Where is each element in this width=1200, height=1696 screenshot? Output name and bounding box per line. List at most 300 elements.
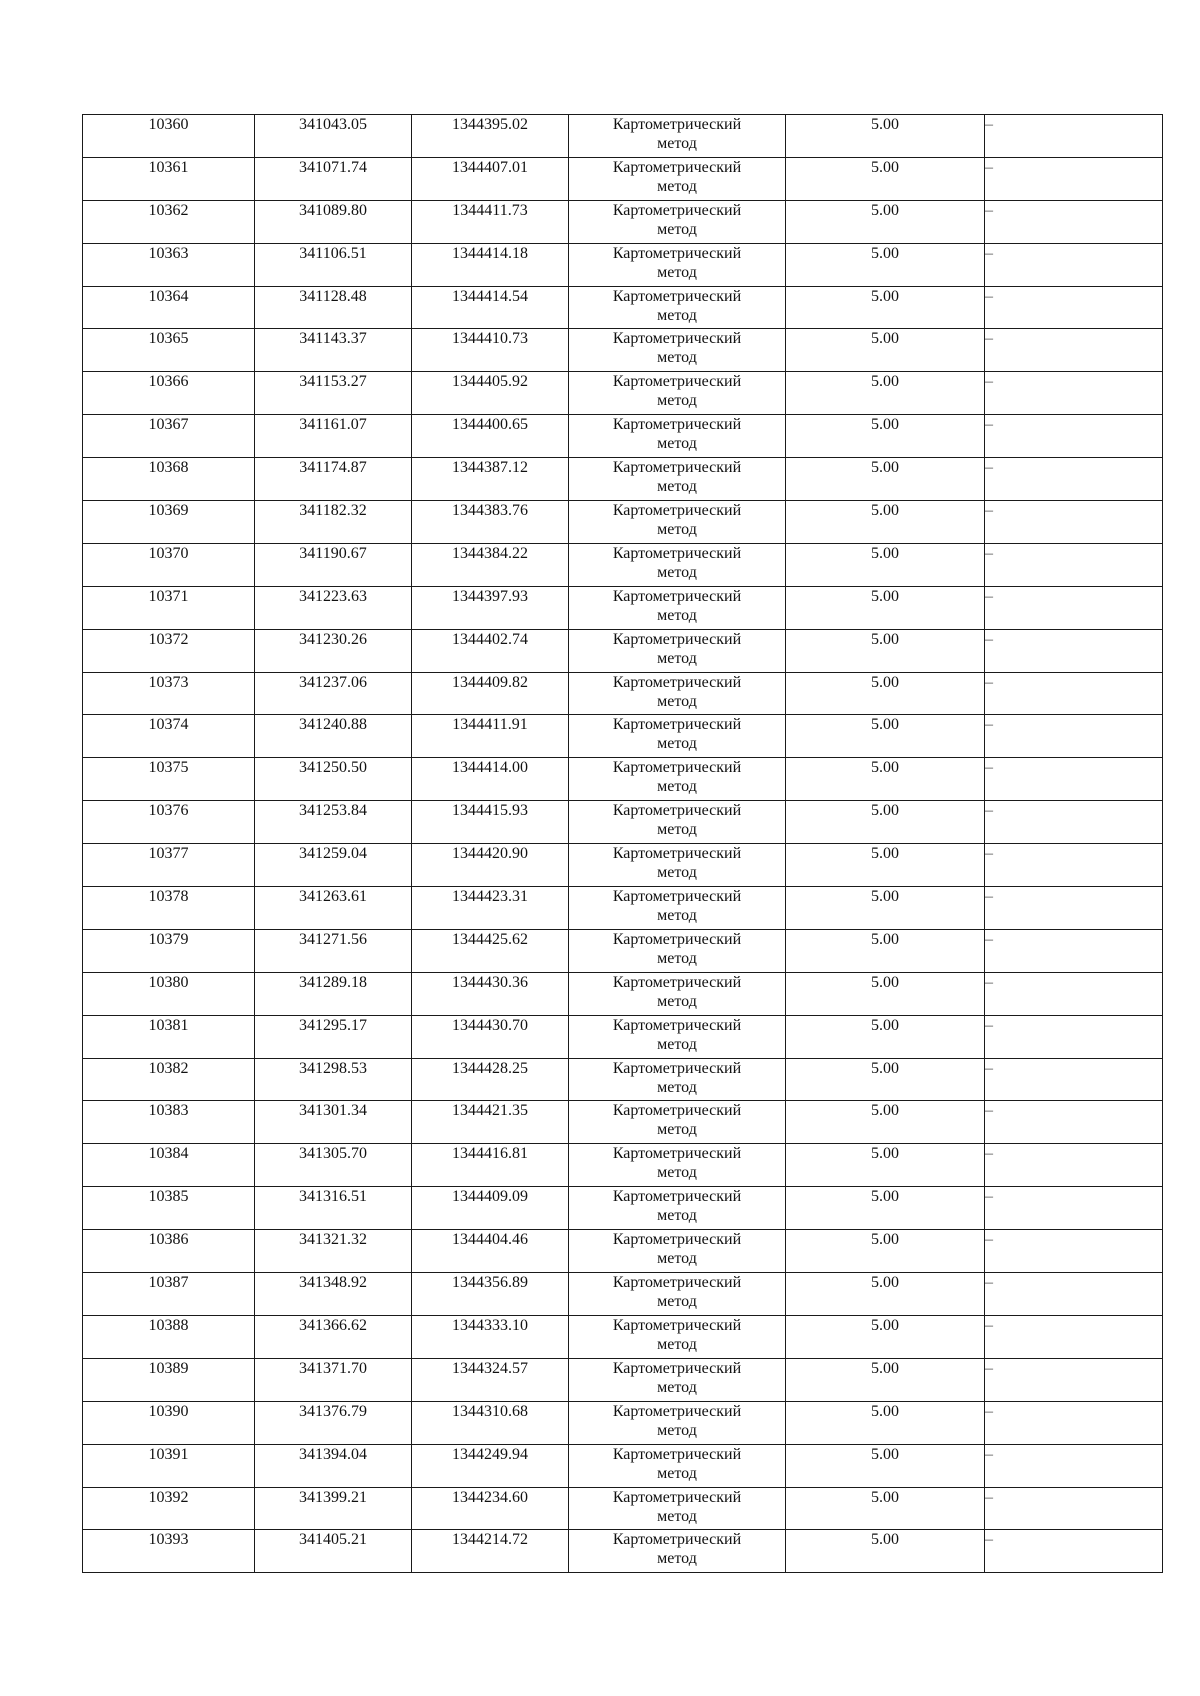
coordinate-y: 1344414.00 <box>412 758 569 801</box>
method-label-line2: метод <box>657 306 697 324</box>
method-label-line1: Картометрический <box>612 201 742 219</box>
method-cell <box>569 1273 786 1316</box>
method-label-line2: метод <box>657 521 697 539</box>
coordinate-y: 1344310.68 <box>412 1401 569 1444</box>
empty-value-dash: – <box>985 672 1163 715</box>
empty-value-dash: – <box>985 200 1163 243</box>
method-label-line2: метод <box>657 692 697 710</box>
accuracy-value: 5.00 <box>786 929 985 972</box>
method-cell <box>569 415 786 458</box>
accuracy-value: 5.00 <box>786 1187 985 1230</box>
method-label-line2: метод <box>657 1378 697 1396</box>
table-row <box>83 758 1163 801</box>
method-label-line1: Картометрический <box>612 416 742 434</box>
point-number: 10386 <box>83 1230 255 1273</box>
method-label-line1: Картометрический <box>612 1231 742 1249</box>
coordinate-y: 1344411.91 <box>412 715 569 758</box>
empty-value-dash: – <box>985 1101 1163 1144</box>
method-label-line1: Картометрический <box>612 158 742 176</box>
point-number: 10380 <box>83 972 255 1015</box>
coordinate-x: 341371.70 <box>255 1358 412 1401</box>
method-cell <box>569 801 786 844</box>
method-label-line1: Картометрический <box>612 1145 742 1163</box>
coordinate-x: 341240.88 <box>255 715 412 758</box>
empty-value-dash: – <box>985 1401 1163 1444</box>
method-label-line1: Картометрический <box>612 845 742 863</box>
table-row <box>83 157 1163 200</box>
method-cell <box>569 758 786 801</box>
point-number: 10363 <box>83 243 255 286</box>
accuracy-value: 5.00 <box>786 672 985 715</box>
method-label-line2: метод <box>657 1164 697 1182</box>
method-label-line2: метод <box>657 1550 697 1568</box>
point-number: 10364 <box>83 286 255 329</box>
method-label-line2: метод <box>657 606 697 624</box>
coordinate-x: 341405.21 <box>255 1530 412 1573</box>
method-label-line2: метод <box>657 735 697 753</box>
coordinate-x: 341089.80 <box>255 200 412 243</box>
accuracy-value: 5.00 <box>786 157 985 200</box>
method-cell <box>569 1487 786 1530</box>
accuracy-value: 5.00 <box>786 458 985 501</box>
empty-value-dash: – <box>985 458 1163 501</box>
table-row <box>83 1101 1163 1144</box>
coordinate-x: 341259.04 <box>255 844 412 887</box>
table-row <box>83 329 1163 372</box>
point-number: 10361 <box>83 157 255 200</box>
point-number: 10384 <box>83 1144 255 1187</box>
accuracy-value: 5.00 <box>786 1015 985 1058</box>
method-cell <box>569 1530 786 1573</box>
accuracy-value: 5.00 <box>786 801 985 844</box>
method-label-line2: метод <box>657 392 697 410</box>
point-number: 10379 <box>83 929 255 972</box>
accuracy-value: 5.00 <box>786 243 985 286</box>
coordinate-y: 1344430.36 <box>412 972 569 1015</box>
method-label-line1: Картометрический <box>612 1488 742 1506</box>
method-label-line2: метод <box>657 263 697 281</box>
method-cell <box>569 715 786 758</box>
method-label-line1: Картометрический <box>612 459 742 477</box>
table-row <box>83 200 1163 243</box>
table-row <box>83 1358 1163 1401</box>
method-cell <box>569 200 786 243</box>
coordinate-x: 341237.06 <box>255 672 412 715</box>
table-row <box>83 1401 1163 1444</box>
method-label-line1: Картометрический <box>612 759 742 777</box>
point-number: 10373 <box>83 672 255 715</box>
coordinate-x: 341043.05 <box>255 115 412 158</box>
coordinate-x: 341143.37 <box>255 329 412 372</box>
point-number: 10369 <box>83 501 255 544</box>
table-row <box>83 1315 1163 1358</box>
method-cell <box>569 1144 786 1187</box>
point-number: 10367 <box>83 415 255 458</box>
point-number: 10365 <box>83 329 255 372</box>
method-label-line1: Картометрический <box>612 373 742 391</box>
table-row <box>83 501 1163 544</box>
coordinate-y: 1344407.01 <box>412 157 569 200</box>
method-cell <box>569 1401 786 1444</box>
method-label-line2: метод <box>657 1035 697 1053</box>
coordinate-x: 341298.53 <box>255 1058 412 1101</box>
method-label-line2: метод <box>657 1207 697 1225</box>
empty-value-dash: – <box>985 415 1163 458</box>
accuracy-value: 5.00 <box>786 329 985 372</box>
method-label-line2: метод <box>657 135 697 152</box>
accuracy-value: 5.00 <box>786 1530 985 1573</box>
point-number: 10385 <box>83 1187 255 1230</box>
method-label-line1: Картометрический <box>612 1316 742 1334</box>
coordinate-y: 1344395.02 <box>412 115 569 158</box>
method-label-line1: Картометрический <box>612 673 742 691</box>
accuracy-value: 5.00 <box>786 1144 985 1187</box>
coordinate-y: 1344425.62 <box>412 929 569 972</box>
empty-value-dash: – <box>985 1487 1163 1530</box>
table-row <box>83 458 1163 501</box>
accuracy-value: 5.00 <box>786 758 985 801</box>
table-row <box>83 629 1163 672</box>
coordinate-x: 341366.62 <box>255 1315 412 1358</box>
table-row <box>83 586 1163 629</box>
coordinate-y: 1344214.72 <box>412 1530 569 1573</box>
coordinates-table-body <box>83 115 1163 1573</box>
point-number: 10389 <box>83 1358 255 1401</box>
point-number: 10368 <box>83 458 255 501</box>
point-number: 10391 <box>83 1444 255 1487</box>
method-cell <box>569 844 786 887</box>
coordinate-y: 1344414.18 <box>412 243 569 286</box>
method-cell <box>569 157 786 200</box>
accuracy-value: 5.00 <box>786 1358 985 1401</box>
method-label-line2: метод <box>657 1250 697 1268</box>
method-label-line2: метод <box>657 1121 697 1139</box>
coordinate-y: 1344324.57 <box>412 1358 569 1401</box>
method-cell <box>569 586 786 629</box>
empty-value-dash: – <box>985 1273 1163 1316</box>
method-cell <box>569 1444 786 1487</box>
method-label-line1: Картометрический <box>612 930 742 948</box>
table-row <box>83 372 1163 415</box>
coordinate-x: 341230.26 <box>255 629 412 672</box>
accuracy-value: 5.00 <box>786 1058 985 1101</box>
empty-value-dash: – <box>985 715 1163 758</box>
method-label-line2: метод <box>657 1078 697 1096</box>
method-label-line2: метод <box>657 349 697 367</box>
coordinate-y: 1344421.35 <box>412 1101 569 1144</box>
coordinate-x: 341263.61 <box>255 887 412 930</box>
method-label-line1: Картометрический <box>612 330 742 348</box>
coordinate-x: 341305.70 <box>255 1144 412 1187</box>
method-cell <box>569 1187 786 1230</box>
coordinates-table <box>82 114 1163 1573</box>
method-cell <box>569 629 786 672</box>
point-number: 10372 <box>83 629 255 672</box>
accuracy-value: 5.00 <box>786 586 985 629</box>
accuracy-value: 5.00 <box>786 1273 985 1316</box>
table-row <box>83 1015 1163 1058</box>
coordinate-y: 1344356.89 <box>412 1273 569 1316</box>
point-number: 10370 <box>83 543 255 586</box>
empty-value-dash: – <box>985 501 1163 544</box>
coordinate-x: 341128.48 <box>255 286 412 329</box>
point-number: 10362 <box>83 200 255 243</box>
coordinate-y: 1344410.73 <box>412 329 569 372</box>
coordinate-x: 341190.67 <box>255 543 412 586</box>
accuracy-value: 5.00 <box>786 887 985 930</box>
table-row <box>83 715 1163 758</box>
empty-value-dash: – <box>985 758 1163 801</box>
method-cell <box>569 286 786 329</box>
empty-value-dash: – <box>985 844 1163 887</box>
table-row <box>83 543 1163 586</box>
method-label-line2: метод <box>657 478 697 496</box>
method-label-line2: метод <box>657 177 697 195</box>
coordinate-y: 1344411.73 <box>412 200 569 243</box>
coordinate-y: 1344409.09 <box>412 1187 569 1230</box>
method-label-line2: метод <box>657 220 697 238</box>
method-cell <box>569 1315 786 1358</box>
empty-value-dash: – <box>985 243 1163 286</box>
method-label-line1: Картометрический <box>612 1059 742 1077</box>
accuracy-value: 5.00 <box>786 1315 985 1358</box>
accuracy-value: 5.00 <box>786 844 985 887</box>
method-cell <box>569 115 786 158</box>
coordinate-y: 1344415.93 <box>412 801 569 844</box>
empty-value-dash: – <box>985 1358 1163 1401</box>
coordinate-x: 341301.34 <box>255 1101 412 1144</box>
accuracy-value: 5.00 <box>786 1401 985 1444</box>
table-row <box>83 1187 1163 1230</box>
empty-value-dash: – <box>985 372 1163 415</box>
method-cell <box>569 1015 786 1058</box>
coordinate-x: 341253.84 <box>255 801 412 844</box>
coordinate-y: 1344397.93 <box>412 586 569 629</box>
method-label-line1: Картометрический <box>612 1188 742 1206</box>
method-label-line1: Картометрический <box>612 1445 742 1463</box>
point-number: 10376 <box>83 801 255 844</box>
coordinate-y: 1344405.92 <box>412 372 569 415</box>
method-label-line1: Картометрический <box>612 244 742 262</box>
method-label-line2: метод <box>657 1464 697 1482</box>
method-label-line1: Картометрический <box>612 502 742 520</box>
empty-value-dash: – <box>985 1530 1163 1573</box>
coordinate-x: 341250.50 <box>255 758 412 801</box>
point-number: 10375 <box>83 758 255 801</box>
coordinate-y: 1344430.70 <box>412 1015 569 1058</box>
empty-value-dash: – <box>985 1315 1163 1358</box>
coordinate-y: 1344428.25 <box>412 1058 569 1101</box>
coordinate-y: 1344234.60 <box>412 1487 569 1530</box>
method-label-line1: Картометрический <box>612 1102 742 1120</box>
method-cell <box>569 972 786 1015</box>
coordinate-y: 1344416.81 <box>412 1144 569 1187</box>
coordinate-x: 341316.51 <box>255 1187 412 1230</box>
method-label-line2: метод <box>657 992 697 1010</box>
table-row <box>83 672 1163 715</box>
empty-value-dash: – <box>985 115 1163 158</box>
table-row <box>83 1444 1163 1487</box>
point-number: 10392 <box>83 1487 255 1530</box>
method-label-line1: Картометрический <box>612 1016 742 1034</box>
coordinate-y: 1344404.46 <box>412 1230 569 1273</box>
empty-value-dash: – <box>985 801 1163 844</box>
method-label-line1: Картометрический <box>612 116 742 133</box>
method-label-line2: метод <box>657 907 697 925</box>
empty-value-dash: – <box>985 1144 1163 1187</box>
table-row <box>83 1058 1163 1101</box>
coordinate-y: 1344387.12 <box>412 458 569 501</box>
method-label-line1: Картометрический <box>612 287 742 305</box>
method-label-line2: метод <box>657 949 697 967</box>
empty-value-dash: – <box>985 586 1163 629</box>
point-number: 10390 <box>83 1401 255 1444</box>
point-number: 10366 <box>83 372 255 415</box>
accuracy-value: 5.00 <box>786 286 985 329</box>
point-number: 10371 <box>83 586 255 629</box>
empty-value-dash: – <box>985 286 1163 329</box>
method-label-line1: Картометрический <box>612 1274 742 1292</box>
method-label-line1: Картометрический <box>612 1531 742 1549</box>
method-label-line1: Картометрический <box>612 630 742 648</box>
table-row <box>83 415 1163 458</box>
empty-value-dash: – <box>985 1187 1163 1230</box>
coordinate-x: 341271.56 <box>255 929 412 972</box>
coordinate-x: 341376.79 <box>255 1401 412 1444</box>
point-number: 10378 <box>83 887 255 930</box>
accuracy-value: 5.00 <box>786 543 985 586</box>
method-cell <box>569 929 786 972</box>
accuracy-value: 5.00 <box>786 415 985 458</box>
method-label-line2: метод <box>657 1421 697 1439</box>
method-label-line2: метод <box>657 1335 697 1353</box>
empty-value-dash: – <box>985 1015 1163 1058</box>
coordinate-x: 341174.87 <box>255 458 412 501</box>
empty-value-dash: – <box>985 929 1163 972</box>
method-cell <box>569 543 786 586</box>
accuracy-value: 5.00 <box>786 629 985 672</box>
point-number: 10360 <box>83 115 255 158</box>
empty-value-dash: – <box>985 157 1163 200</box>
coordinate-y: 1344402.74 <box>412 629 569 672</box>
empty-value-dash: – <box>985 1058 1163 1101</box>
coordinate-x: 341106.51 <box>255 243 412 286</box>
point-number: 10374 <box>83 715 255 758</box>
coordinate-y: 1344423.31 <box>412 887 569 930</box>
method-label-line1: Картометрический <box>612 888 742 906</box>
table-row <box>83 1144 1163 1187</box>
coordinate-y: 1344414.54 <box>412 286 569 329</box>
coordinate-x: 341399.21 <box>255 1487 412 1530</box>
coordinate-x: 341071.74 <box>255 157 412 200</box>
empty-value-dash: – <box>985 629 1163 672</box>
accuracy-value: 5.00 <box>786 200 985 243</box>
method-cell <box>569 1358 786 1401</box>
coordinate-x: 341394.04 <box>255 1444 412 1487</box>
accuracy-value: 5.00 <box>786 1230 985 1273</box>
point-number: 10381 <box>83 1015 255 1058</box>
method-cell <box>569 1058 786 1101</box>
coordinate-x: 341348.92 <box>255 1273 412 1316</box>
table-row <box>83 286 1163 329</box>
coordinate-y: 1344400.65 <box>412 415 569 458</box>
method-cell <box>569 501 786 544</box>
method-label-line2: метод <box>657 778 697 796</box>
method-label-line2: метод <box>657 435 697 453</box>
coordinate-y: 1344383.76 <box>412 501 569 544</box>
point-number: 10393 <box>83 1530 255 1573</box>
point-number: 10383 <box>83 1101 255 1144</box>
coordinate-x: 341295.17 <box>255 1015 412 1058</box>
method-label-line1: Картометрический <box>612 973 742 991</box>
coordinate-x: 341182.32 <box>255 501 412 544</box>
method-cell <box>569 887 786 930</box>
method-cell <box>569 458 786 501</box>
accuracy-value: 5.00 <box>786 372 985 415</box>
table-row <box>83 929 1163 972</box>
accuracy-value: 5.00 <box>786 972 985 1015</box>
accuracy-value: 5.00 <box>786 715 985 758</box>
empty-value-dash: – <box>985 1444 1163 1487</box>
table-row <box>83 1273 1163 1316</box>
table-row <box>83 243 1163 286</box>
coordinate-y: 1344333.10 <box>412 1315 569 1358</box>
method-label-line2: метод <box>657 1293 697 1311</box>
coordinate-x: 341161.07 <box>255 415 412 458</box>
table-row <box>83 1230 1163 1273</box>
point-number: 10387 <box>83 1273 255 1316</box>
method-cell <box>569 1230 786 1273</box>
coordinate-x: 341289.18 <box>255 972 412 1015</box>
point-number: 10377 <box>83 844 255 887</box>
method-cell <box>569 672 786 715</box>
method-label-line1: Картометрический <box>612 1359 742 1377</box>
method-label-line2: метод <box>657 821 697 839</box>
table-row <box>83 844 1163 887</box>
method-label-line1: Картометрический <box>612 802 742 820</box>
method-cell <box>569 1101 786 1144</box>
accuracy-value: 5.00 <box>786 1487 985 1530</box>
coordinate-x: 341153.27 <box>255 372 412 415</box>
method-cell <box>569 329 786 372</box>
accuracy-value: 5.00 <box>786 115 985 158</box>
method-label-line2: метод <box>657 563 697 581</box>
method-label-line1: Картометрический <box>612 1402 742 1420</box>
method-label-line2: метод <box>657 1507 697 1525</box>
empty-value-dash: – <box>985 543 1163 586</box>
accuracy-value: 5.00 <box>786 1101 985 1144</box>
table-row <box>83 801 1163 844</box>
coordinate-y: 1344249.94 <box>412 1444 569 1487</box>
coordinate-y: 1344409.82 <box>412 672 569 715</box>
point-number: 10382 <box>83 1058 255 1101</box>
method-cell <box>569 243 786 286</box>
method-label-line1: Картометрический <box>612 587 742 605</box>
point-number: 10388 <box>83 1315 255 1358</box>
empty-value-dash: – <box>985 972 1163 1015</box>
coordinate-y: 1344420.90 <box>412 844 569 887</box>
coordinate-x: 341223.63 <box>255 586 412 629</box>
coordinate-y: 1344384.22 <box>412 543 569 586</box>
method-label-line1: Картометрический <box>612 544 742 562</box>
method-label-line2: метод <box>657 864 697 882</box>
table-row <box>83 115 1163 158</box>
method-label-line1: Картометрический <box>612 716 742 734</box>
method-label-line2: метод <box>657 649 697 667</box>
table-row <box>83 887 1163 930</box>
empty-value-dash: – <box>985 887 1163 930</box>
method-cell <box>569 372 786 415</box>
